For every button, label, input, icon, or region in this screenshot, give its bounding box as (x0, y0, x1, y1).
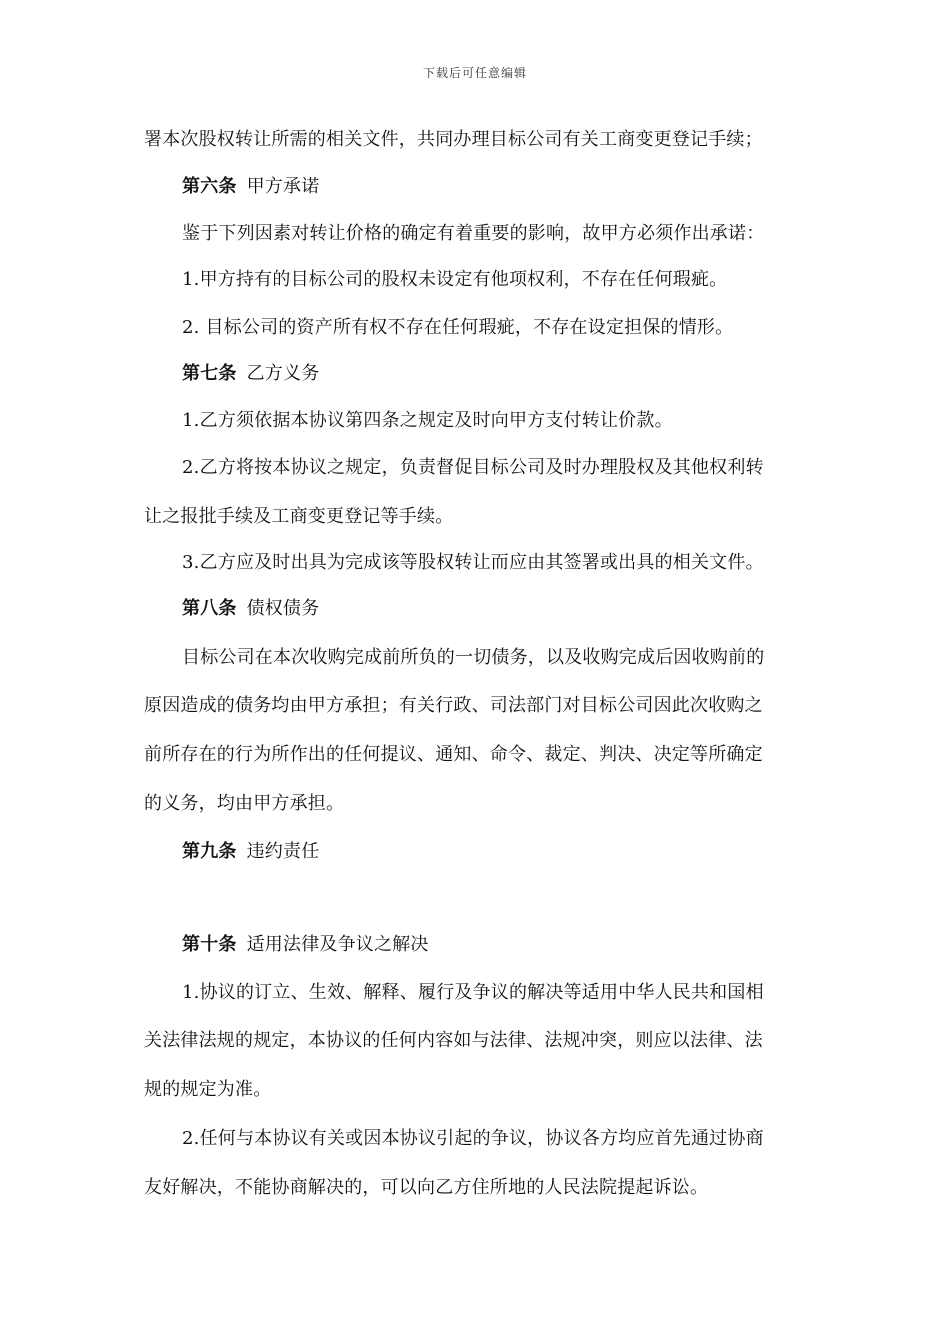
article-title: 适用法律及争议之解决 (246, 934, 429, 955)
paragraph-line: 鉴于下列因素对转让价格的确定有着重要的影响，故甲方必须作出承诺： (182, 223, 765, 244)
paragraph-line: 原因造成的债务均由甲方承担；有关行政、司法部门对目标公司因此次收购之 (144, 695, 763, 716)
paragraph-line: 目标公司在本次收购完成前所负的一切债务，以及收购完成后因收购前的 (182, 647, 765, 668)
paragraph-line: 3.乙方应及时出具为完成该等股权转让而应由其签署或出具的相关文件。 (182, 552, 764, 573)
paragraph-line: 1.乙方须依据本协议第四条之规定及时向甲方支付转让价款。 (182, 410, 673, 431)
paragraph-line: 友好解决，不能协商解决的，可以向乙方住所地的人民法院提起诉讼。 (144, 1177, 709, 1198)
paragraph-line: 让之报批手续及工商变更登记等手续。 (144, 506, 454, 527)
paragraph-line: 前所存在的行为所作出的任何提议、通知、命令、裁定、判决、决定等所确定 (144, 744, 763, 765)
paragraph-line: 关法律法规的规定，本协议的任何内容如与法律、法规冲突，则应以法律、法 (144, 1030, 763, 1051)
article-title: 债权债务 (246, 598, 320, 619)
article-7-heading (182, 362, 319, 386)
article-number: 第八条 (182, 598, 237, 619)
article-title: 甲方承诺 (246, 176, 320, 197)
article-number: 第九条 (182, 841, 237, 862)
article-title: 乙方义务 (246, 363, 320, 384)
header-note: 下载后可任意编辑 (422, 66, 527, 80)
paragraph-line: 1.甲方持有的目标公司的股权未设定有他项权利，不存在任何瑕疵。 (182, 269, 728, 290)
article-number: 第七条 (182, 363, 237, 384)
paragraph-line: 署本次股权转让所需的相关文件，共同办理目标公司有关工商变更登记手续； (144, 129, 763, 150)
article-title: 违约责任 (246, 841, 320, 862)
paragraph-line: 1.协议的订立、生效、解释、履行及争议的解决等适用中华人民共和国相 (182, 982, 764, 1003)
article-10-heading (182, 933, 429, 957)
paragraph-line: 2.任何与本协议有关或因本协议引起的争议，协议各方均应首先通过协商 (182, 1128, 764, 1149)
paragraph-line: 2. 目标公司的资产所有权不存在任何瑕疵，不存在设定担保的情形。 (182, 317, 734, 338)
article-number: 第六条 (182, 176, 237, 197)
article-9-heading (182, 840, 319, 864)
article-8-heading (182, 597, 319, 621)
article-6-heading (182, 175, 319, 199)
article-number: 第十条 (182, 934, 237, 955)
paragraph-line: 规的规定为准。 (144, 1079, 272, 1100)
paragraph-line: 2.乙方将按本协议之规定，负责督促目标公司及时办理股权及其他权利转 (182, 457, 764, 478)
paragraph-line: 的义务，均由甲方承担。 (144, 793, 345, 814)
